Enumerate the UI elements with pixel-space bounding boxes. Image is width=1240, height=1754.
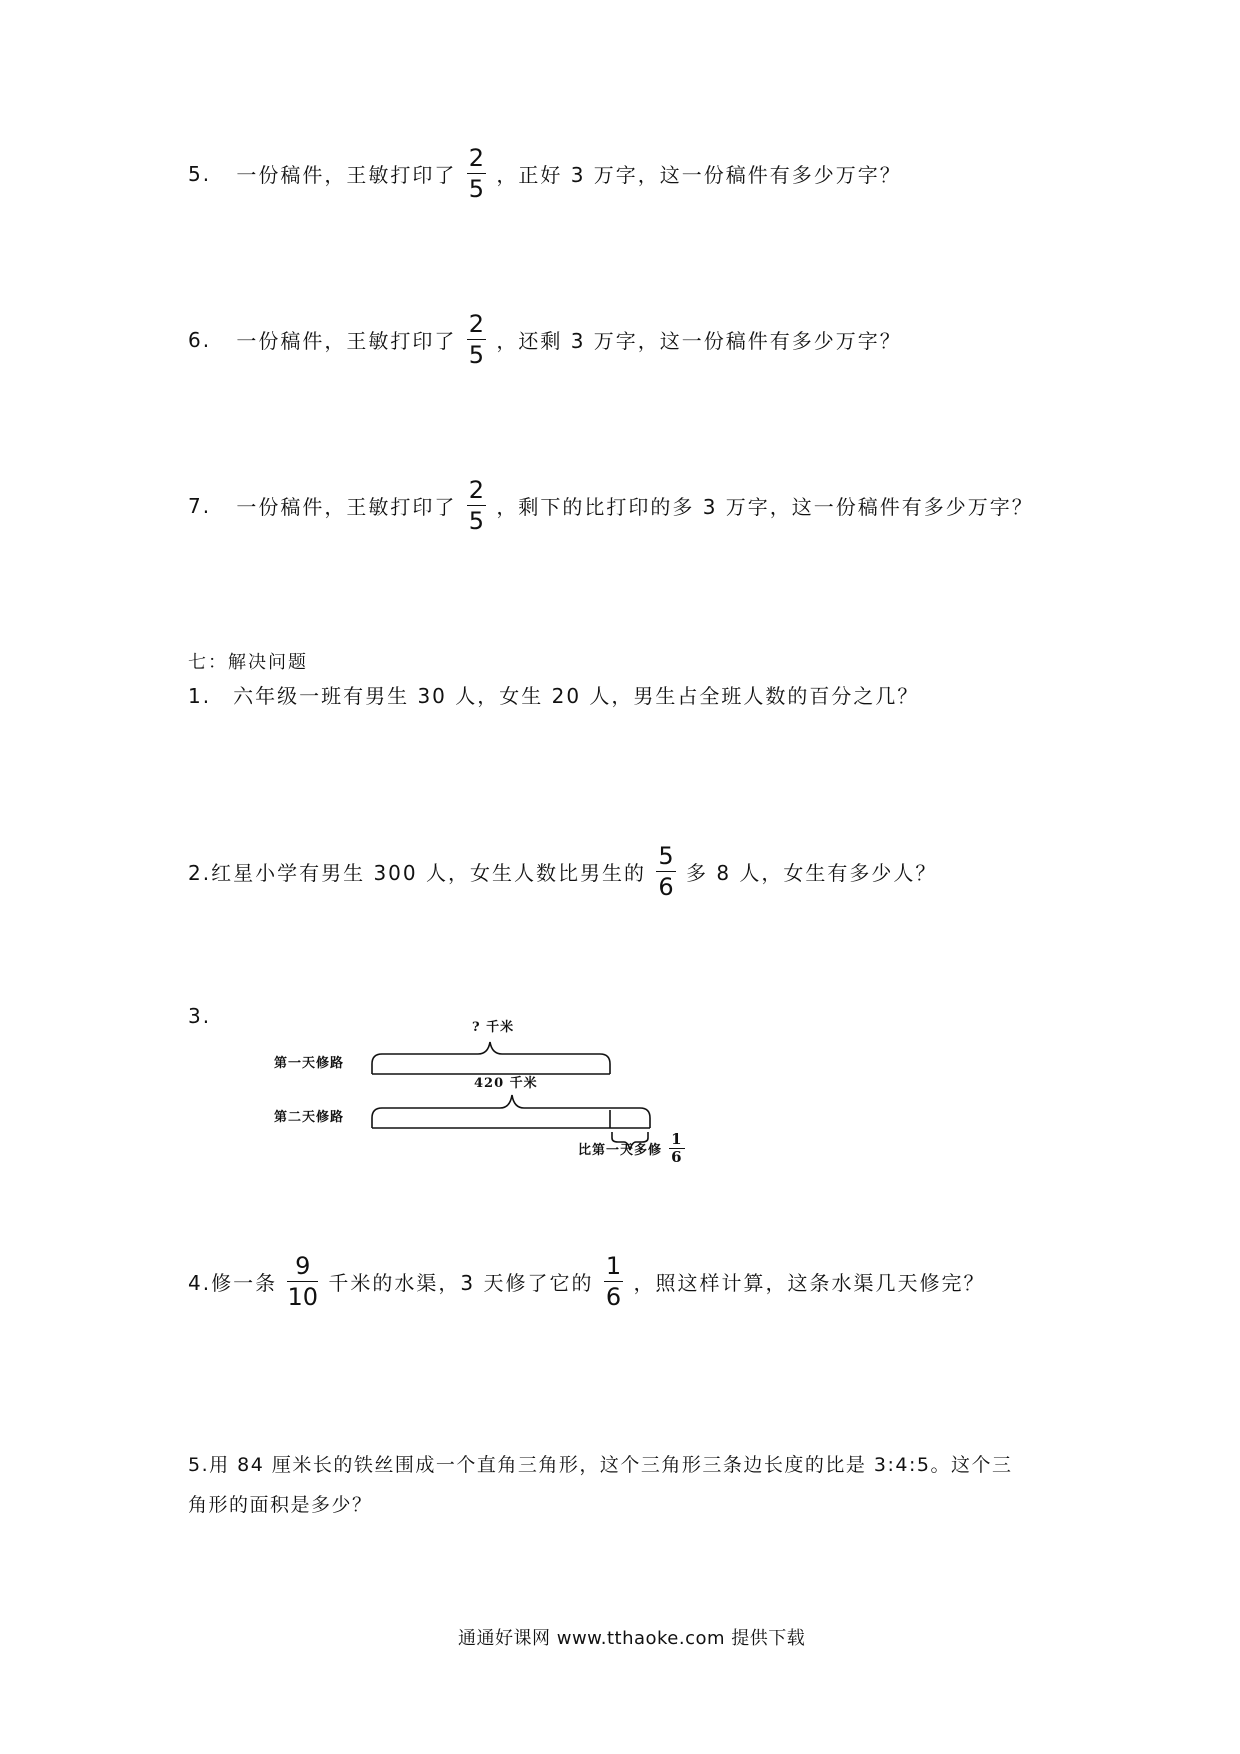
question-text: 一份稿件，王敏打印了 xyxy=(236,163,457,187)
question-6 xyxy=(188,312,902,367)
question-text: 一份稿件，王敏打印了 xyxy=(236,495,457,519)
problem-3-number: 3. xyxy=(188,1004,212,1028)
numerator: 2 xyxy=(468,310,484,338)
question-text: ，正好 3 万字，这一份稿件有多少万字？ xyxy=(496,163,902,187)
denominator: 6 xyxy=(605,1283,622,1311)
fraction xyxy=(604,1254,623,1309)
question-number: 6. xyxy=(188,327,212,352)
fraction xyxy=(656,844,675,899)
denominator: 6 xyxy=(671,1148,683,1166)
diagram-row1-label: 第一天修路 xyxy=(274,1056,345,1071)
numerator: 5 xyxy=(658,842,674,870)
diagram-mid-label: 420 千米 xyxy=(474,1076,538,1091)
question-text: 千米的水渠，3 天修了它的 xyxy=(328,1271,594,1295)
question-text: 4.修一条 xyxy=(188,1271,278,1295)
question-5 xyxy=(188,146,902,201)
fraction xyxy=(467,478,486,533)
numerator: 2 xyxy=(468,476,484,504)
numerator: 2 xyxy=(468,144,484,172)
problem-2 xyxy=(188,844,937,899)
question-7 xyxy=(188,478,1034,533)
question-text: 一份稿件，王敏打印了 xyxy=(236,329,457,353)
question-text: 2.红星小学有男生 300 人，女生人数比男生的 xyxy=(188,861,646,885)
denominator: 10 xyxy=(287,1283,318,1311)
footer-credit: 通通好课网 www.tthaoke.com 提供下载 xyxy=(458,1628,806,1649)
problem-5-line2: 角形的面积是多少？ xyxy=(188,1494,373,1516)
problem-1: 1. 六年级一班有男生 30 人，女生 20 人，男生占全班人数的百分之几？ xyxy=(188,684,920,708)
denominator: 6 xyxy=(658,873,674,901)
question-text: ，剩下的比打印的多 3 万字，这一份稿件有多少万字？ xyxy=(496,495,1034,519)
section-title: 七：解决问题 xyxy=(188,652,308,673)
question-number: 7. xyxy=(188,493,212,518)
diagram-note xyxy=(578,1132,687,1165)
second-day-bar xyxy=(372,1095,650,1128)
numerator: 1 xyxy=(671,1130,683,1148)
question-text: ，照这样计算，这条水渠几天修完？ xyxy=(633,1271,986,1295)
fraction xyxy=(467,146,486,201)
question-number: 5. xyxy=(188,161,212,186)
numerator: 9 xyxy=(287,1254,318,1282)
fraction xyxy=(287,1254,318,1309)
denominator: 5 xyxy=(468,175,484,203)
fraction xyxy=(467,312,486,367)
diagram-top-label: ? 千米 xyxy=(472,1020,515,1035)
diagram-note-text: 比第一天多修 xyxy=(578,1143,663,1158)
question-text: 多 8 人，女生有多少人？ xyxy=(685,861,938,885)
first-day-bar xyxy=(372,1042,610,1074)
denominator: 5 xyxy=(468,507,484,535)
problem-5-line1: 5.用 84 厘米长的铁丝围成一个直角三角形，这个三角形三条边长度的比是 3:4:5。这个三 xyxy=(188,1454,1013,1476)
numerator: 1 xyxy=(605,1252,622,1280)
diagram-row2-label: 第二天修路 xyxy=(274,1110,345,1125)
problem-4 xyxy=(188,1254,985,1309)
question-text: ，还剩 3 万字，这一份稿件有多少万字？ xyxy=(496,329,902,353)
diagram-note-fraction xyxy=(669,1132,684,1165)
denominator: 5 xyxy=(468,341,484,369)
